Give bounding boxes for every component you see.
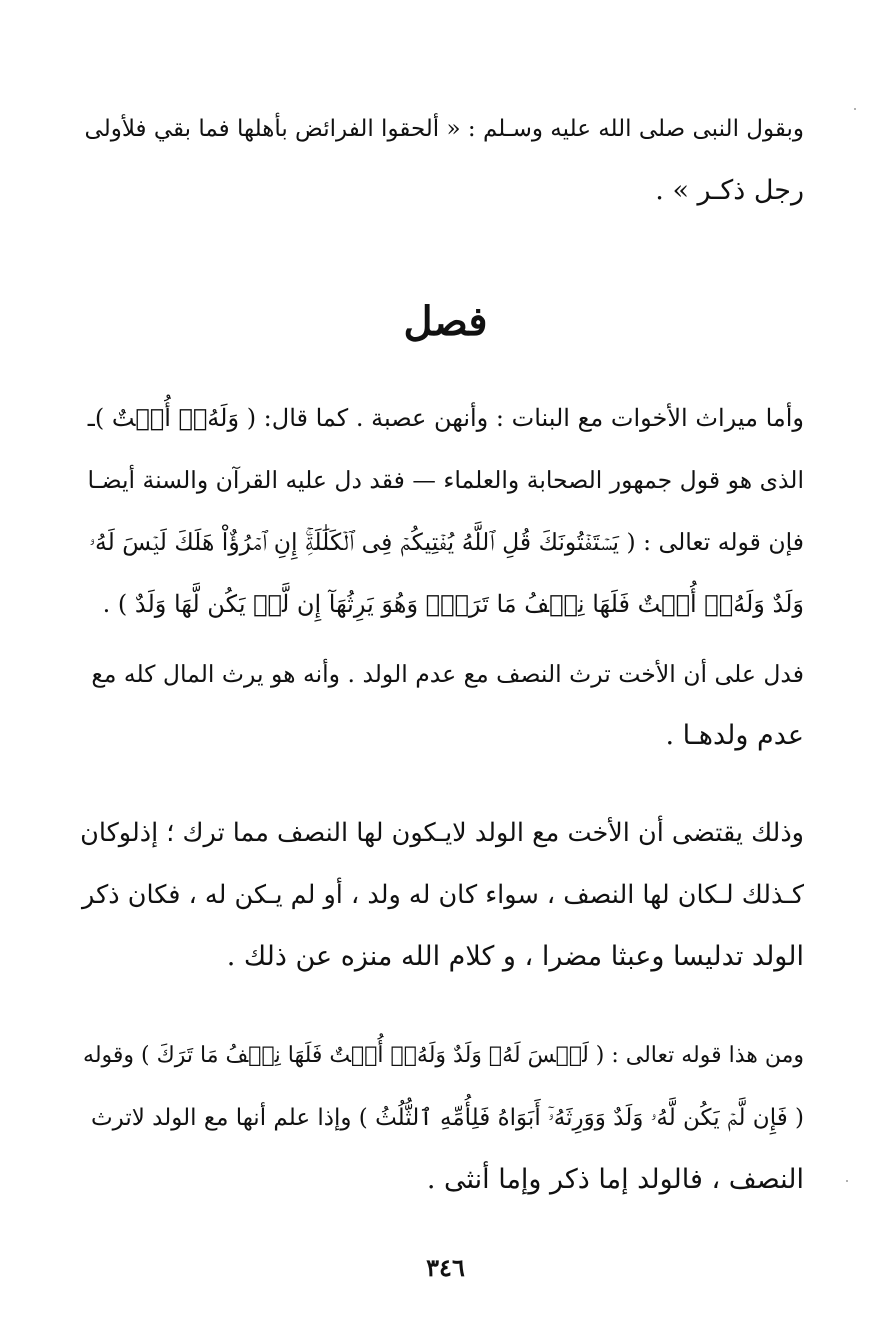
text-line: كـذلك لـكان لها النصف ، سواء كان له ولد ، أو لم يـكن له ، فكان ذكر <box>82 880 804 910</box>
text-line: الذى هو قول جمهور الصحابة والعلماء — فقد دل عليه القرآن والسنة أيضـا <box>87 466 804 494</box>
text-line: النصف ، فالولد إما ذكر وإما أنثى . <box>426 1164 804 1195</box>
paragraph-hadith <box>78 98 804 222</box>
quran-verse-line: فإن قوله تعالى : ( يَسۡتَفۡتُونَكَ قُلِ ٱللَّهُ يُفۡتِيكُمۡ فِى ٱلۡكَلَٰلَةِۚ إِنِ ٱمۡرُؤٌاْ هَلَكَ لَيۡسَ لَهُۥ <box>89 528 804 556</box>
quran-verse-line: وَلَدٌ وَلَهُۥٓ أُخۡتٌ فَلَهَا نِصۡفُ مَا تَرَكَۚ وَهُوَ يَرِثُهَآ إِن لَّمۡ يَكُن لَّهَا وَلَدٌ ) . <box>102 590 804 618</box>
paragraph-half-share <box>78 643 804 767</box>
text-line: وبقول النبى صلى الله عليه وسـلم : « ألحقوا الفرائض بأهلها فما بقي فلأولى <box>84 116 804 142</box>
text-line: وذلك يقتضى أن الأخت مع الولد لايـكون لها النصف مما ترك ؛ إذلوكان <box>80 818 804 848</box>
quran-verse-line: ومن هذا قوله تعالى : ( لَيۡسَ لَهُۥ وَلَدٌ وَلَهُۥٓ أُخۡتٌ فَلَهَا نِصۡفُ مَا تَرَكَ ) وقوله <box>83 1043 804 1068</box>
text-line: رجل ذكـر » . <box>655 175 804 206</box>
text-line: الولد تدليسا وعبثا مضرا ، و كلام الله منزه عن ذلك . <box>226 941 804 972</box>
text-line: وأما ميراث الأخوات مع البنات : وأنهن عصبة . كما قال: ( وَلَهُۥٓ أُخۡتٌ )ـ <box>87 404 804 432</box>
page-number: ٣٤٦ <box>426 1253 465 1282</box>
paragraph-sisters-inheritance <box>78 387 804 635</box>
text-line: فدل على أن الأخت ترث النصف مع عدم الولد . وأنه هو يرث المال كله مع <box>91 660 804 688</box>
quran-verse-line: ( فَإِن لَّمۡ يَكُن لَّهُۥ وَلَدٌ وَوَرِثَهُۥٓ أَبَوَاهُ فَلِأُمِّهِ ٱلثُّلُثُ ) وإذا علم أنها مع الولد لاترث <box>90 1105 804 1131</box>
scan-speck <box>846 1180 848 1182</box>
paragraph-implication <box>78 802 804 988</box>
text-line: عدم ولدهـا . <box>665 720 804 751</box>
scan-speck <box>854 108 856 110</box>
paragraph-verses <box>78 1025 804 1211</box>
section-heading: فصل <box>403 298 488 345</box>
